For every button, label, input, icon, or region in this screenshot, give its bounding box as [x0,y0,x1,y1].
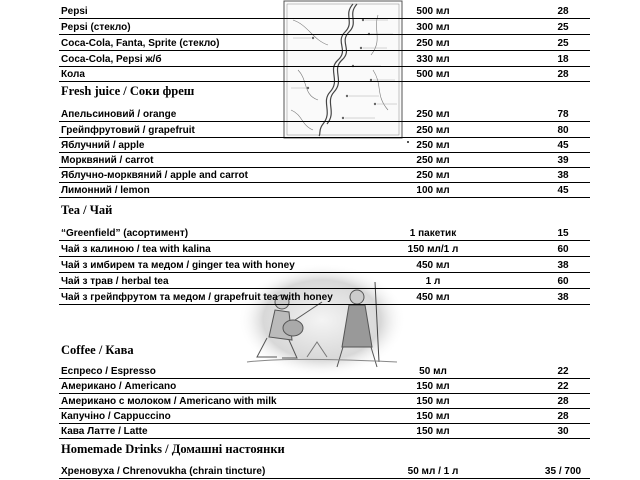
menu-row [59,65,590,82]
item-name: Хреновуха / Chrenovukha (chrain tincture) [61,466,266,477]
item-name: Апельсиновий / orange [61,109,177,120]
menu-row [59,256,590,273]
menu-row [59,18,590,35]
item-name: Яблучно-морквяний / apple and carrot [61,170,248,181]
item-price: 28 [557,396,569,407]
item-volume: 450 мл [416,260,450,271]
item-name: “Greenfield” (асортимент) [61,228,189,239]
item-name: Американо с молоком / Americano with milk [61,396,277,407]
item-name: Coca-Cola, Pepsi ж/б [61,54,162,65]
section-title-fresh-juice: Fresh juice / Соки фреш [61,84,195,98]
item-volume: 1 пакетик [409,228,457,239]
item-price: 28 [557,411,569,422]
menu-row [59,105,590,122]
item-price: 28 [557,69,569,80]
item-volume: 50 мл [419,366,447,377]
item-price: 25 [557,38,569,49]
menu-row [59,272,590,289]
item-volume: 100 мл [416,185,450,196]
item-volume: 50 мл / 1 л [407,466,459,477]
item-price: 38 [557,170,569,181]
item-name: Лимонний / lemon [61,185,150,196]
menu-row [59,422,590,439]
item-volume: 330 мл [416,54,450,65]
item-name: Coca-Cola, Fanta, Sprite (стекло) [61,38,220,49]
item-name: Яблучний / apple [61,140,145,151]
item-price: 45 [557,185,569,196]
item-price: 22 [557,366,569,377]
item-name: Чай з грейпфрутом та медом / grapefruit tea with honey [61,292,333,303]
item-volume: 150 мл [416,396,450,407]
item-price: 78 [557,109,569,120]
menu-row [59,288,590,305]
item-price: 60 [557,276,569,287]
item-price: 35 / 700 [544,466,582,477]
item-volume: 250 мл [416,170,450,181]
item-volume: 150 мл [416,381,450,392]
section-title-coffee: Coffee / Кава [61,343,134,357]
item-name: Pepsi (стекло) [61,22,131,33]
item-volume: 250 мл [416,109,450,120]
item-volume: 450 мл [416,292,450,303]
item-volume: 500 мл [416,6,450,17]
item-volume: 150 мл [416,411,450,422]
item-name: Морквяний / carrot [61,155,154,166]
menu-row [59,240,590,257]
section-title-tea: Tea / Чай [61,203,113,217]
item-volume: 500 мл [416,69,450,80]
item-volume: 250 мл [416,155,450,166]
item-volume: 250 мл [416,125,450,136]
item-price: 25 [557,22,569,33]
item-name: Чай з калиною / tea with kalina [61,244,211,255]
menu-row [59,462,590,479]
menu-row [59,224,590,241]
item-price: 38 [557,292,569,303]
item-name: Грейпфрутовий / grapefruit [61,125,195,136]
item-price: 30 [557,426,569,437]
item-volume: 150 мл [416,426,450,437]
item-name: Американо / Americano [61,381,177,392]
item-name: Чай з трав / herbal tea [61,276,169,287]
item-volume: 250 мл [416,38,450,49]
item-price: 80 [557,125,569,136]
item-price: 22 [557,381,569,392]
item-price: 28 [557,6,569,17]
item-price: 38 [557,260,569,271]
item-name: Кава Латте / Latte [61,426,148,437]
item-volume: 1 л [425,276,441,287]
section-title-homemade: Homemade Drinks / Домашні настоянки [61,442,285,456]
item-name: Чай з имбирем та медом / ginger tea with honey [61,260,295,271]
item-price: 18 [557,54,569,65]
menu-row [59,181,590,198]
item-price: 15 [557,228,569,239]
item-volume: 300 мл [416,22,450,33]
item-name: Капучіно / Cappuccino [61,411,171,422]
item-name: Pepsi [61,6,88,17]
menu-row [59,34,590,51]
item-name: Еспресо / Espresso [61,366,156,377]
item-volume: 150 мл/1 л [407,244,459,255]
item-price: 39 [557,155,569,166]
item-price: 60 [557,244,569,255]
item-price: 45 [557,140,569,151]
menu-row [59,2,590,19]
item-volume: 250 мл [416,140,450,151]
item-name: Кола [61,69,85,80]
